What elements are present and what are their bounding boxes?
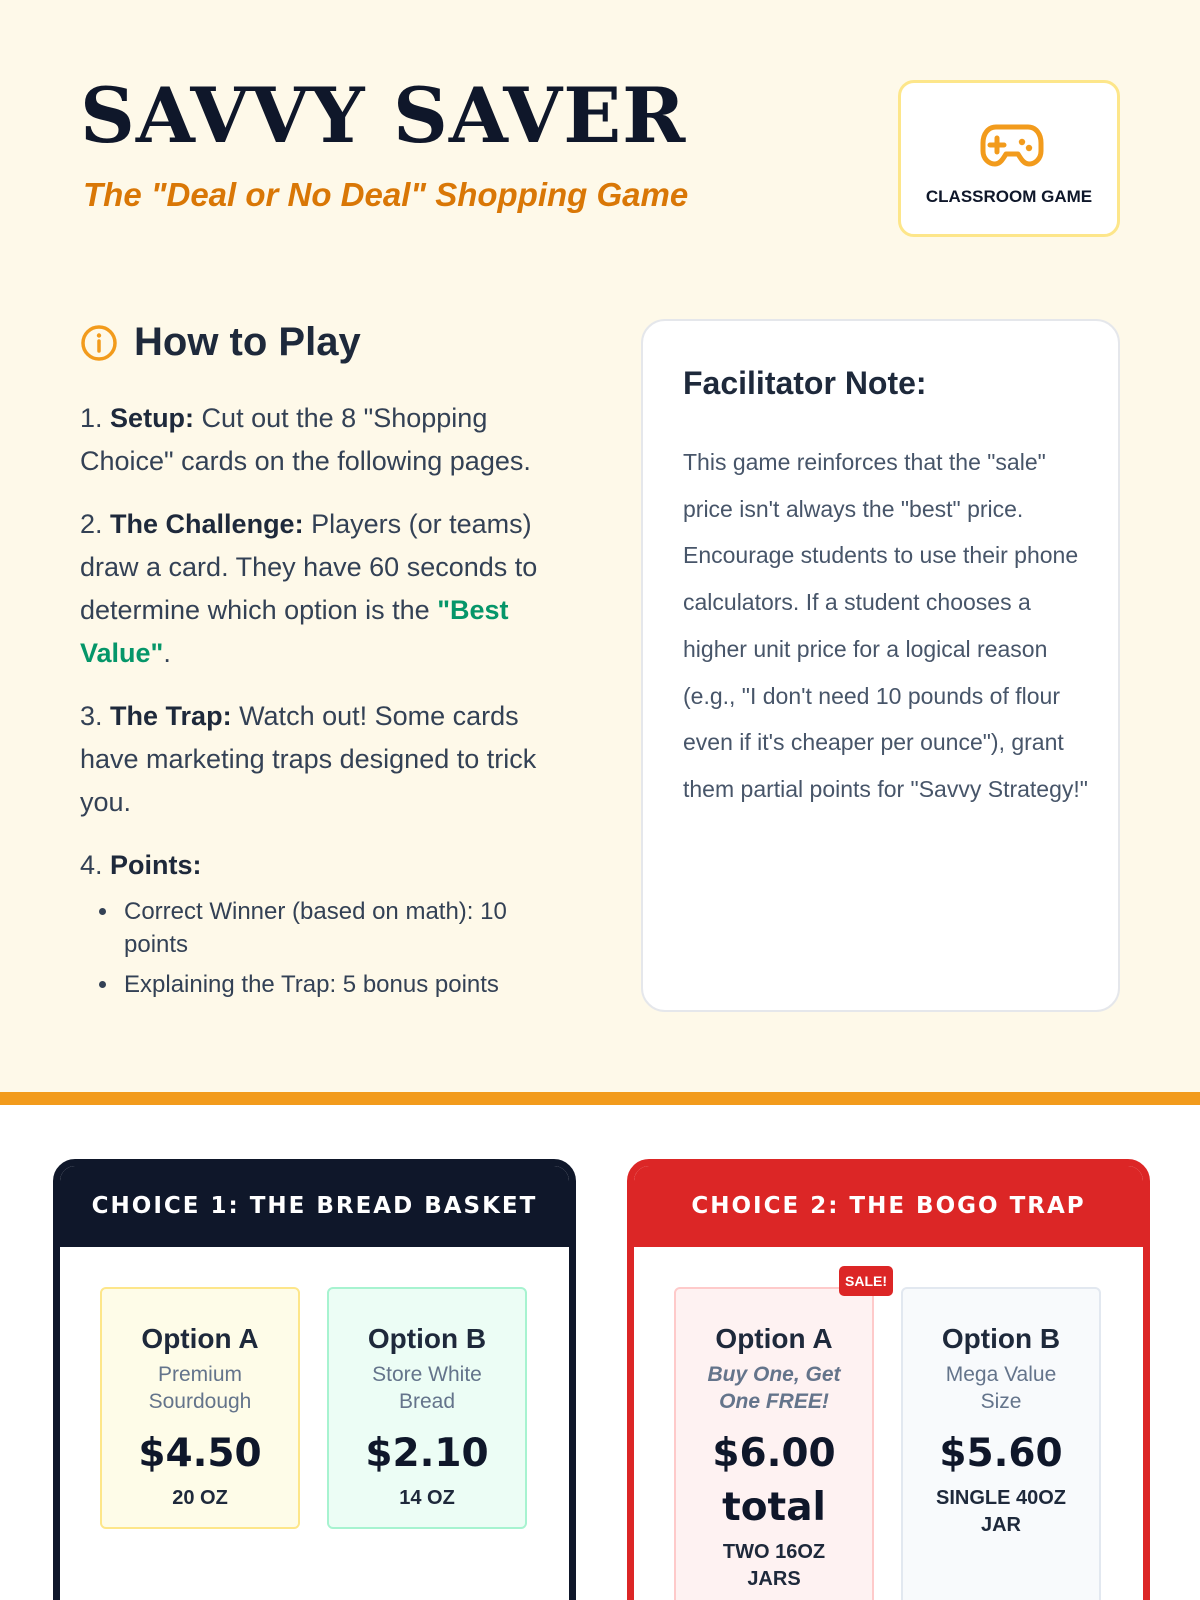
- option-price: $6.00 total: [712, 1431, 836, 1530]
- option-price: $4.50: [138, 1431, 262, 1476]
- facilitator-note-title: Facilitator Note:: [683, 365, 927, 401]
- option-price: $5.60: [939, 1431, 1063, 1476]
- card-header: CHOICE 1: THE BREAD BASKET: [60, 1166, 569, 1247]
- step-challenge: 2. The Challenge: Players (or teams) draw a card. They have 60 seconds to determine which option is the "Best Value".: [80, 509, 538, 668]
- option-description: Buy One, Get One FREE!: [707, 1363, 841, 1413]
- page-subtitle: The "Deal or No Deal" Shopping Game: [83, 176, 689, 213]
- option-size: TWO 16OZ JARS: [722, 1541, 826, 1590]
- option-label: Option A: [715, 1323, 833, 1354]
- choice-card-bogo-trap: [627, 1159, 1150, 1600]
- choice-card-bread-basket: [53, 1159, 576, 1600]
- option-a: [674, 1287, 874, 1600]
- option-b: [327, 1287, 527, 1529]
- section-divider: [0, 1092, 1200, 1105]
- card-header: CHOICE 2: THE BOGO TRAP: [634, 1166, 1143, 1247]
- points-item: • Correct Winner (based on math): 10 points: [120, 895, 570, 961]
- option-description: Mega Value Size: [945, 1363, 1057, 1413]
- how-to-play-heading: [80, 320, 361, 365]
- step-points: 4. Points:: [80, 850, 202, 880]
- option-label: Option B: [941, 1323, 1061, 1354]
- best-value-highlight: "Best Value": [80, 595, 509, 668]
- option-price: $2.10: [365, 1431, 489, 1476]
- option-a: [100, 1287, 300, 1529]
- points-list: [120, 895, 570, 1001]
- facilitator-note-body: This game reinforces that the "sale" price isn't always the "best" price. Encourage students to use their phone calculators. If a student chooses a higher unit price for a logical reason (e.g., "I don't need 10 pounds of flour even if it's cheaper per ounce"), grant them partial points for "Savvy Strategy!": [683, 449, 1088, 802]
- option-b: [901, 1287, 1101, 1600]
- gamepad-icon: [980, 121, 1044, 169]
- how-to-play-title: How to Play: [134, 320, 361, 364]
- facilitator-note: [641, 319, 1120, 1012]
- info-icon: [80, 324, 118, 362]
- points-item: • Explaining the Trap: 5 bonus points: [120, 968, 570, 1001]
- badge-label: CLASSROOM GAME: [925, 187, 1093, 206]
- step-setup: 1. Setup: Cut out the 8 "Shopping Choice" cards on the following pages.: [80, 403, 531, 476]
- option-size: 20 OZ: [172, 1487, 228, 1509]
- option-description: Premium Sourdough: [148, 1363, 252, 1413]
- option-size: 14 OZ: [399, 1487, 455, 1509]
- classroom-game-badge: [898, 80, 1120, 237]
- option-label: Option A: [141, 1323, 259, 1354]
- instructions-list: [80, 397, 570, 1008]
- option-size: SINGLE 40OZ JAR: [935, 1487, 1067, 1536]
- page-title: SAVVY SAVER: [80, 71, 687, 160]
- step-trap: 3. The Trap: Watch out! Some cards have marketing traps designed to trick you.: [80, 701, 537, 817]
- sale-badge: SALE!: [839, 1266, 893, 1296]
- option-description: Store White Bread: [372, 1363, 482, 1413]
- option-label: Option B: [367, 1323, 487, 1354]
